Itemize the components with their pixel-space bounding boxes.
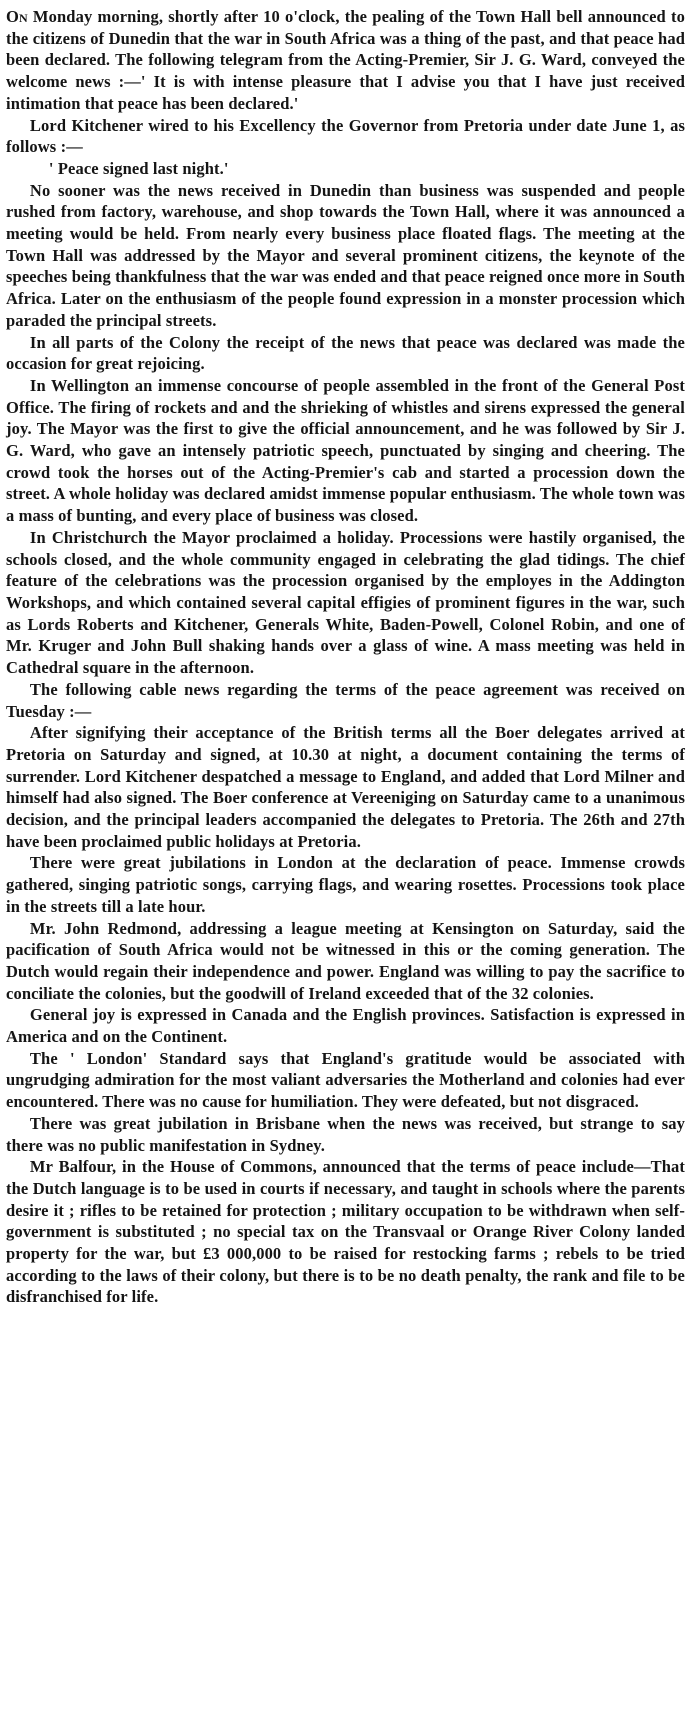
- standard-lead: The ' London: [29, 1048, 143, 1068]
- paragraph-london-standard: [6, 1048, 685, 1113]
- paragraph-kitchener-wire: Lord Kitchener wired to his Excellency the Governor from Pretoria under date June 1, as follows :—: [6, 115, 685, 157]
- paragraph-peace-announced: [6, 6, 685, 115]
- paragraph-wellington: In Wellington an immense concourse of people assembled in the front of the General Post Office. The firing of rockets and and the shrieking of whistles and sirens expressed the general joy. The Mayor was the first to give the official announcement, and he was followed by Sir J. G. Ward, who gave an intensely patriotic speech, punctuated by singing and cheering. The crowd took the horses out of the Acting-Premier's cab and started a procession down the street. A whole holiday was declared amidst immense popular enthusiasm. The whole town was a mass of bunting, and every place of business was closed.: [6, 375, 685, 526]
- paragraph-boer-delegates: After signifying their acceptance of the British terms all the Boer delegates arrived at Pretoria on Saturday and signed, at 10.30 at night, a document containing the terms of surrender. Lord Kitchener despatched a message to England, and added that Lord Milner and himself had also signed. The Boer conference at Vereeniging on Saturday came to a unanimous decision, and the principal leaders accompanied the delegates to Pretoria. The 26th and 27th have been proclaimed public holidays at Pretoria.: [6, 723, 685, 851]
- paragraph-peace-signed-quote: ' Peace signed last night.': [48, 158, 229, 178]
- paragraph-dunedin: No sooner was the news received in Dunedin than business was suspended and people rushed from factory, warehouse, and shop towards the Town Hall, where it was announced a meeting would be held. From nearly every business place floated flags. The meeting at the Town Hall was addressed by the Mayor and several prominent citizens, the keynote of the speeches being thankfulness that the war was ended and that peace reigned once more in South Africa. Later on the enthusiasm of the people found expression in a monster procession which paraded the principal streets.: [6, 180, 685, 330]
- paragraph-christchurch: In Christchurch the Mayor proclaimed a holiday. Processions were hastily organised, the schools closed, and the whole community engaged in celebrating the glad tidings. The chief feature of the celebrations was the procession organised by the employes in the Addington Workshops, and which contained several capital effigies of prominent figures in the war, such as Lords Roberts and Kitchener, Generals White, Baden-Powell, Colonel Robin, and one of Mr. Kruger and John Bull shaking hands over a glass of wine. A mass meeting was held in Cathedral square in the afternoon.: [6, 527, 685, 678]
- paragraph-balfour-terms: Mr Balfour, in the House of Commons, announced that the terms of peace include—That the Dutch language is to be used in courts if necessary, and taught in schools where the parents desire it ; rifles to be retained for protection ; military occupation to be withdrawn when self-government is substituted ; no special tax on the Transvaal or Orange River Colony landed property for the war, but £3 000,000 to be raised for restocking farms ; rebels to be tried according to the laws of their colony, but there is to be no death penalty, the rank and file to be disfranchised for life.: [6, 1157, 685, 1307]
- paragraph-cable-news: The following cable news regarding the terms of the peace agreement was received on Tuesday :—: [6, 679, 685, 721]
- paragraph-text: Monday morning, shortly after 10 o'clock, the pealing of the Town Hall bell announced to the citizens of Dunedin that the war in South Africa was a thing of the past, and that peace had been declared. The following telegram from the Acting-Premier, Sir J. G. Ward, conveyed the welcome news :—' It is with intense pleasure that I advise you that I have just received intimation that peace has been declared.': [6, 7, 685, 113]
- paragraph-redmond: Mr. John Redmond, addressing a league meeting at Kensington on Saturday, said the pacification of South Africa would not be witnessed in this or the coming generation. The Dutch would regain their independence and power. England was willing to pay the sacrifice to conciliate the colonies, but the goodwill of Ireland exceeded that of the 32 colonies.: [6, 918, 685, 1003]
- paragraph-colony: In all parts of the Colony the receipt of the news that peace was declared was made the occasion for great rejoicing.: [6, 332, 685, 374]
- lead-word: On: [6, 7, 28, 26]
- paragraph-canada: General joy is expressed in Canada and the English provinces. Satisfaction is expressed in America and on the Continent.: [6, 1005, 685, 1047]
- paragraph-london-jubilations: There were great jubilations in London at the declaration of peace. Immense crowds gathered, singing patriotic songs, carrying flags, and wearing rosettes. Processions took place in the streets till a late hour.: [6, 853, 685, 916]
- paragraph-brisbane: There was great jubilation in Brisbane when the news was received, but strange to say there was no public manifestation in Sydney.: [6, 1113, 685, 1155]
- paragraph-text: ' Standard says that England's gratitude would be associated with ungrudging admiration for the most valiant adversaries the Motherland and colonies had ever encountered. There was no cause for humiliation. They were defeated, but not disgraced.: [6, 1048, 685, 1112]
